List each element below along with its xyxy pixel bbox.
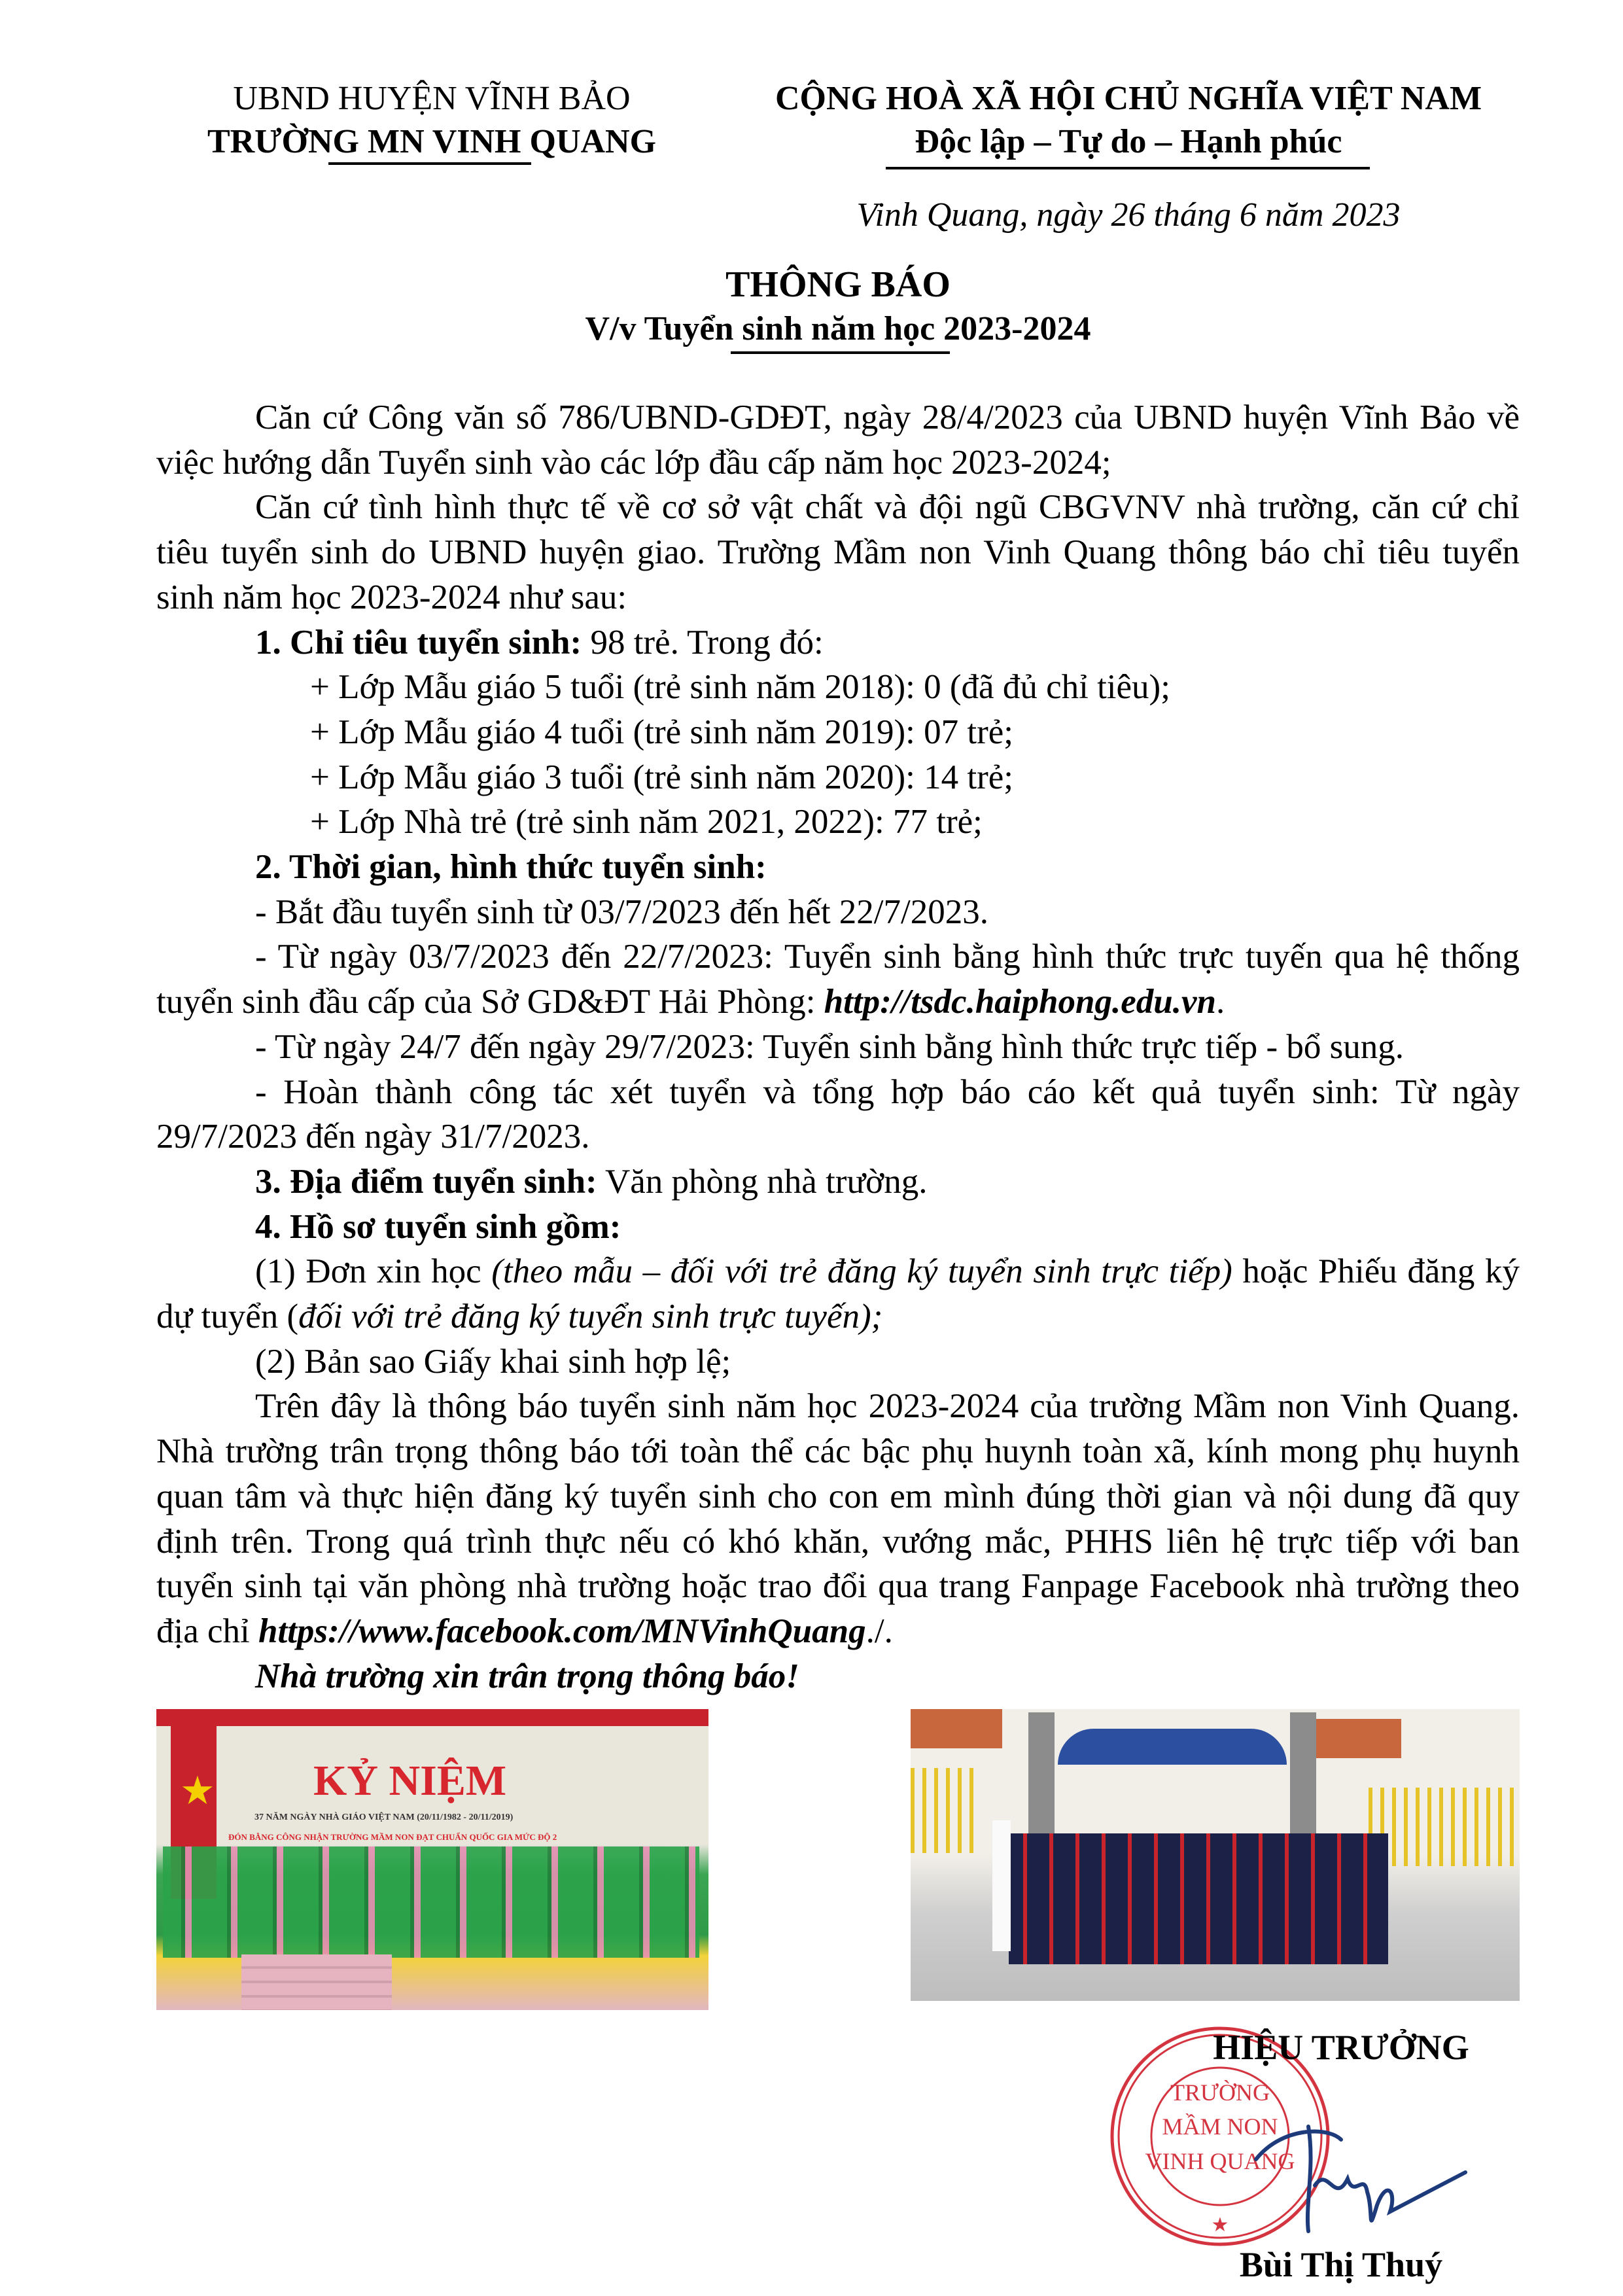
org-line-1: UBND HUYỆN VĨNH BẢO <box>233 80 631 117</box>
document-body <box>156 395 1520 1699</box>
paragraph-text: (1) Đơn xin học <box>255 1252 492 1291</box>
nation-line-1: CỘNG HOÀ XÃ HỘI CHỦ NGHĨA VIỆT NAM <box>775 80 1482 117</box>
body-paragraph <box>156 620 1520 665</box>
nation-line-2: Độc lập – Tự do – Hạnh phúc <box>915 123 1342 160</box>
banner-subtitle: 37 NĂM NGÀY NHÀ GIÁO VIỆT NAM (20/11/1982 - 20/11/2019) <box>254 1812 514 1822</box>
body-paragraph <box>156 1070 1520 1159</box>
banner-title: KỶ NIỆM <box>313 1757 507 1805</box>
paragraph-text: + Lớp Mẫu giáo 4 tuổi (trẻ sinh năm 2019): 07 trẻ; <box>310 713 1014 751</box>
paragraph-text: Trên đây là thông báo tuyển sinh năm học 2023-2024 của trường Mầm non Vinh Quang. Nhà trường trân trọng thông báo tới toàn thể các bậc phụ huynh toàn xã, kính mong phụ huynh quan tâm và thực hiện đăng ký tuyển sinh cho con em mình đúng thời gian và nội dung đã quy định trên. Trong quá trình thực nếu có khó khăn, vướng mắc, PHHS liên hệ trực tiếp với ban tuyển sinh tại văn phòng nhà trường hoặc trao đổi qua trang Fanpage Facebook nhà trường theo địa chỉ <box>156 1387 1520 1650</box>
body-paragraph <box>156 890 1520 935</box>
paragraph-text: (2) Bản sao Giấy khai sinh hợp lệ; <box>255 1342 731 1381</box>
body-paragraph <box>156 845 1520 890</box>
section-heading: 4. Hồ sơ tuyển sinh gồm: <box>255 1207 621 1246</box>
section-heading: 1. Chỉ tiêu tuyển sinh: <box>255 623 582 662</box>
paragraph-text: Căn cứ tình hình thực tế về cơ sở vật chất và đội ngũ CBGVNV nhà trường, căn cứ chỉ tiêu tuyển sinh do UBND huyện giao. Trường Mầm non Vinh Quang thông báo chỉ tiêu tuyển sinh năm học 2023-2024 như sau: <box>156 488 1520 616</box>
banner-subtitle-2: ĐÓN BẰNG CÔNG NHẬN TRƯỜNG MẦM NON ĐẠT CHUẨN QUỐC GIA MỨC ĐỘ 2 <box>228 1832 557 1842</box>
paragraph-text: Nhà trường xin trân trọng thông báo! <box>255 1657 799 1695</box>
org-header <box>170 77 693 164</box>
stamp-star-icon: ★ <box>1211 2214 1229 2236</box>
paragraph-text: hoặc Phiếu đăng ký dự tuyển ( <box>156 1252 1520 1336</box>
section-heading: 3. Địa điểm tuyển sinh: <box>255 1162 597 1201</box>
handwritten-signature <box>1243 2113 1478 2244</box>
paragraph-text: . <box>1215 983 1225 1021</box>
body-paragraph <box>156 1654 1520 1699</box>
org-line-2: TRƯỜNG MN VINH QUANG <box>207 123 657 160</box>
body-paragraph <box>156 1249 1520 1339</box>
paragraph-text: + Lớp Mẫu giáo 3 tuổi (trẻ sinh năm 2020): 14 trẻ; <box>310 758 1014 796</box>
paragraph-text: + Lớp Mẫu giáo 5 tuổi (trẻ sinh năm 2018): 0 (đã đủ chỉ tiêu); <box>310 668 1170 707</box>
photo-graduation <box>911 1709 1520 2001</box>
stamp-text-1: TRƯỜNG <box>1170 2079 1270 2106</box>
paragraph-text: đối với trẻ đăng ký tuyển sinh trực tuyến); <box>298 1298 883 1336</box>
org-underline <box>328 162 531 165</box>
signer-name: Bùi Thị Thuý <box>1239 2245 1443 2284</box>
date-line: Vinh Quang, ngày 26 tháng 6 năm 2023 <box>856 196 1401 234</box>
stamp-text-3: VINH QUANG <box>1145 2148 1295 2174</box>
paragraph-text: ./. <box>865 1612 893 1650</box>
star-icon: ★ <box>180 1769 215 1812</box>
body-paragraph <box>156 485 1520 620</box>
body-paragraph <box>156 934 1520 1024</box>
body-paragraph <box>156 1384 1520 1653</box>
section-heading: 2. Thời gian, hình thức tuyển sinh: <box>255 848 767 887</box>
url-link[interactable]: http://tsdc.haiphong.edu.vn <box>824 983 1216 1021</box>
body-paragraph <box>156 1025 1520 1070</box>
body-paragraph <box>156 1205 1520 1250</box>
photo-teachers-anniversary <box>156 1709 708 2010</box>
body-paragraph <box>156 1159 1520 1205</box>
body-paragraph <box>156 395 1520 485</box>
url-link[interactable]: https://www.facebook.com/MNVinhQuang <box>258 1612 866 1650</box>
document-subject: V/v Tuyển sinh năm học 2023-2024 <box>585 310 1091 347</box>
paragraph-text: - Từ ngày 03/7/2023 đến 22/7/2023: Tuyển sinh bằng hình thức trực tuyến qua hệ thống tuyển sinh đầu cấp của Sở GD&ĐT Hải Phòng: <box>156 938 1520 1021</box>
body-paragraph <box>156 665 1520 710</box>
paragraph-text: Căn cứ Công văn số 786/UBND-GDĐT, ngày 28/4/2023 của UBND huyện Vĩnh Bảo về việc hướng dẫn Tuyển sinh vào các lớp đầu cấp năm học 2023-2024; <box>156 398 1520 482</box>
signer-role: HIỆU TRƯỞNG <box>1213 2028 1469 2067</box>
body-paragraph <box>156 710 1520 755</box>
body-paragraph <box>156 755 1520 800</box>
nation-header <box>736 77 1521 164</box>
document-title: THÔNG BÁO <box>725 264 951 305</box>
body-paragraph <box>156 800 1520 845</box>
nation-underline <box>886 167 1370 169</box>
paragraph-text: - Hoàn thành công tác xét tuyển và tổng hợp báo cáo kết quả tuyển sinh: Từ ngày 29/7/2023 đến ngày 31/7/2023. <box>156 1072 1520 1156</box>
subject-underline <box>731 351 950 354</box>
body-paragraph <box>156 1339 1520 1385</box>
stamp-text-2: MẦM NON <box>1162 2113 1278 2140</box>
paragraph-text: 98 trẻ. Trong đó: <box>582 623 824 662</box>
paragraph-text: + Lớp Nhà trẻ (trẻ sinh năm 2021, 2022): 77 trẻ; <box>310 803 983 841</box>
paragraph-text: Văn phòng nhà trường. <box>597 1162 928 1201</box>
paragraph-text: - Từ ngày 24/7 đến ngày 29/7/2023: Tuyển sinh bằng hình thức trực tiếp - bổ sung. <box>255 1027 1405 1066</box>
paragraph-text: - Bắt đầu tuyển sinh từ 03/7/2023 đến hết 22/7/2023. <box>255 892 988 931</box>
paragraph-text: (theo mẫu – đối với trẻ đăng ký tuyển sinh trực tiếp) <box>491 1252 1232 1291</box>
